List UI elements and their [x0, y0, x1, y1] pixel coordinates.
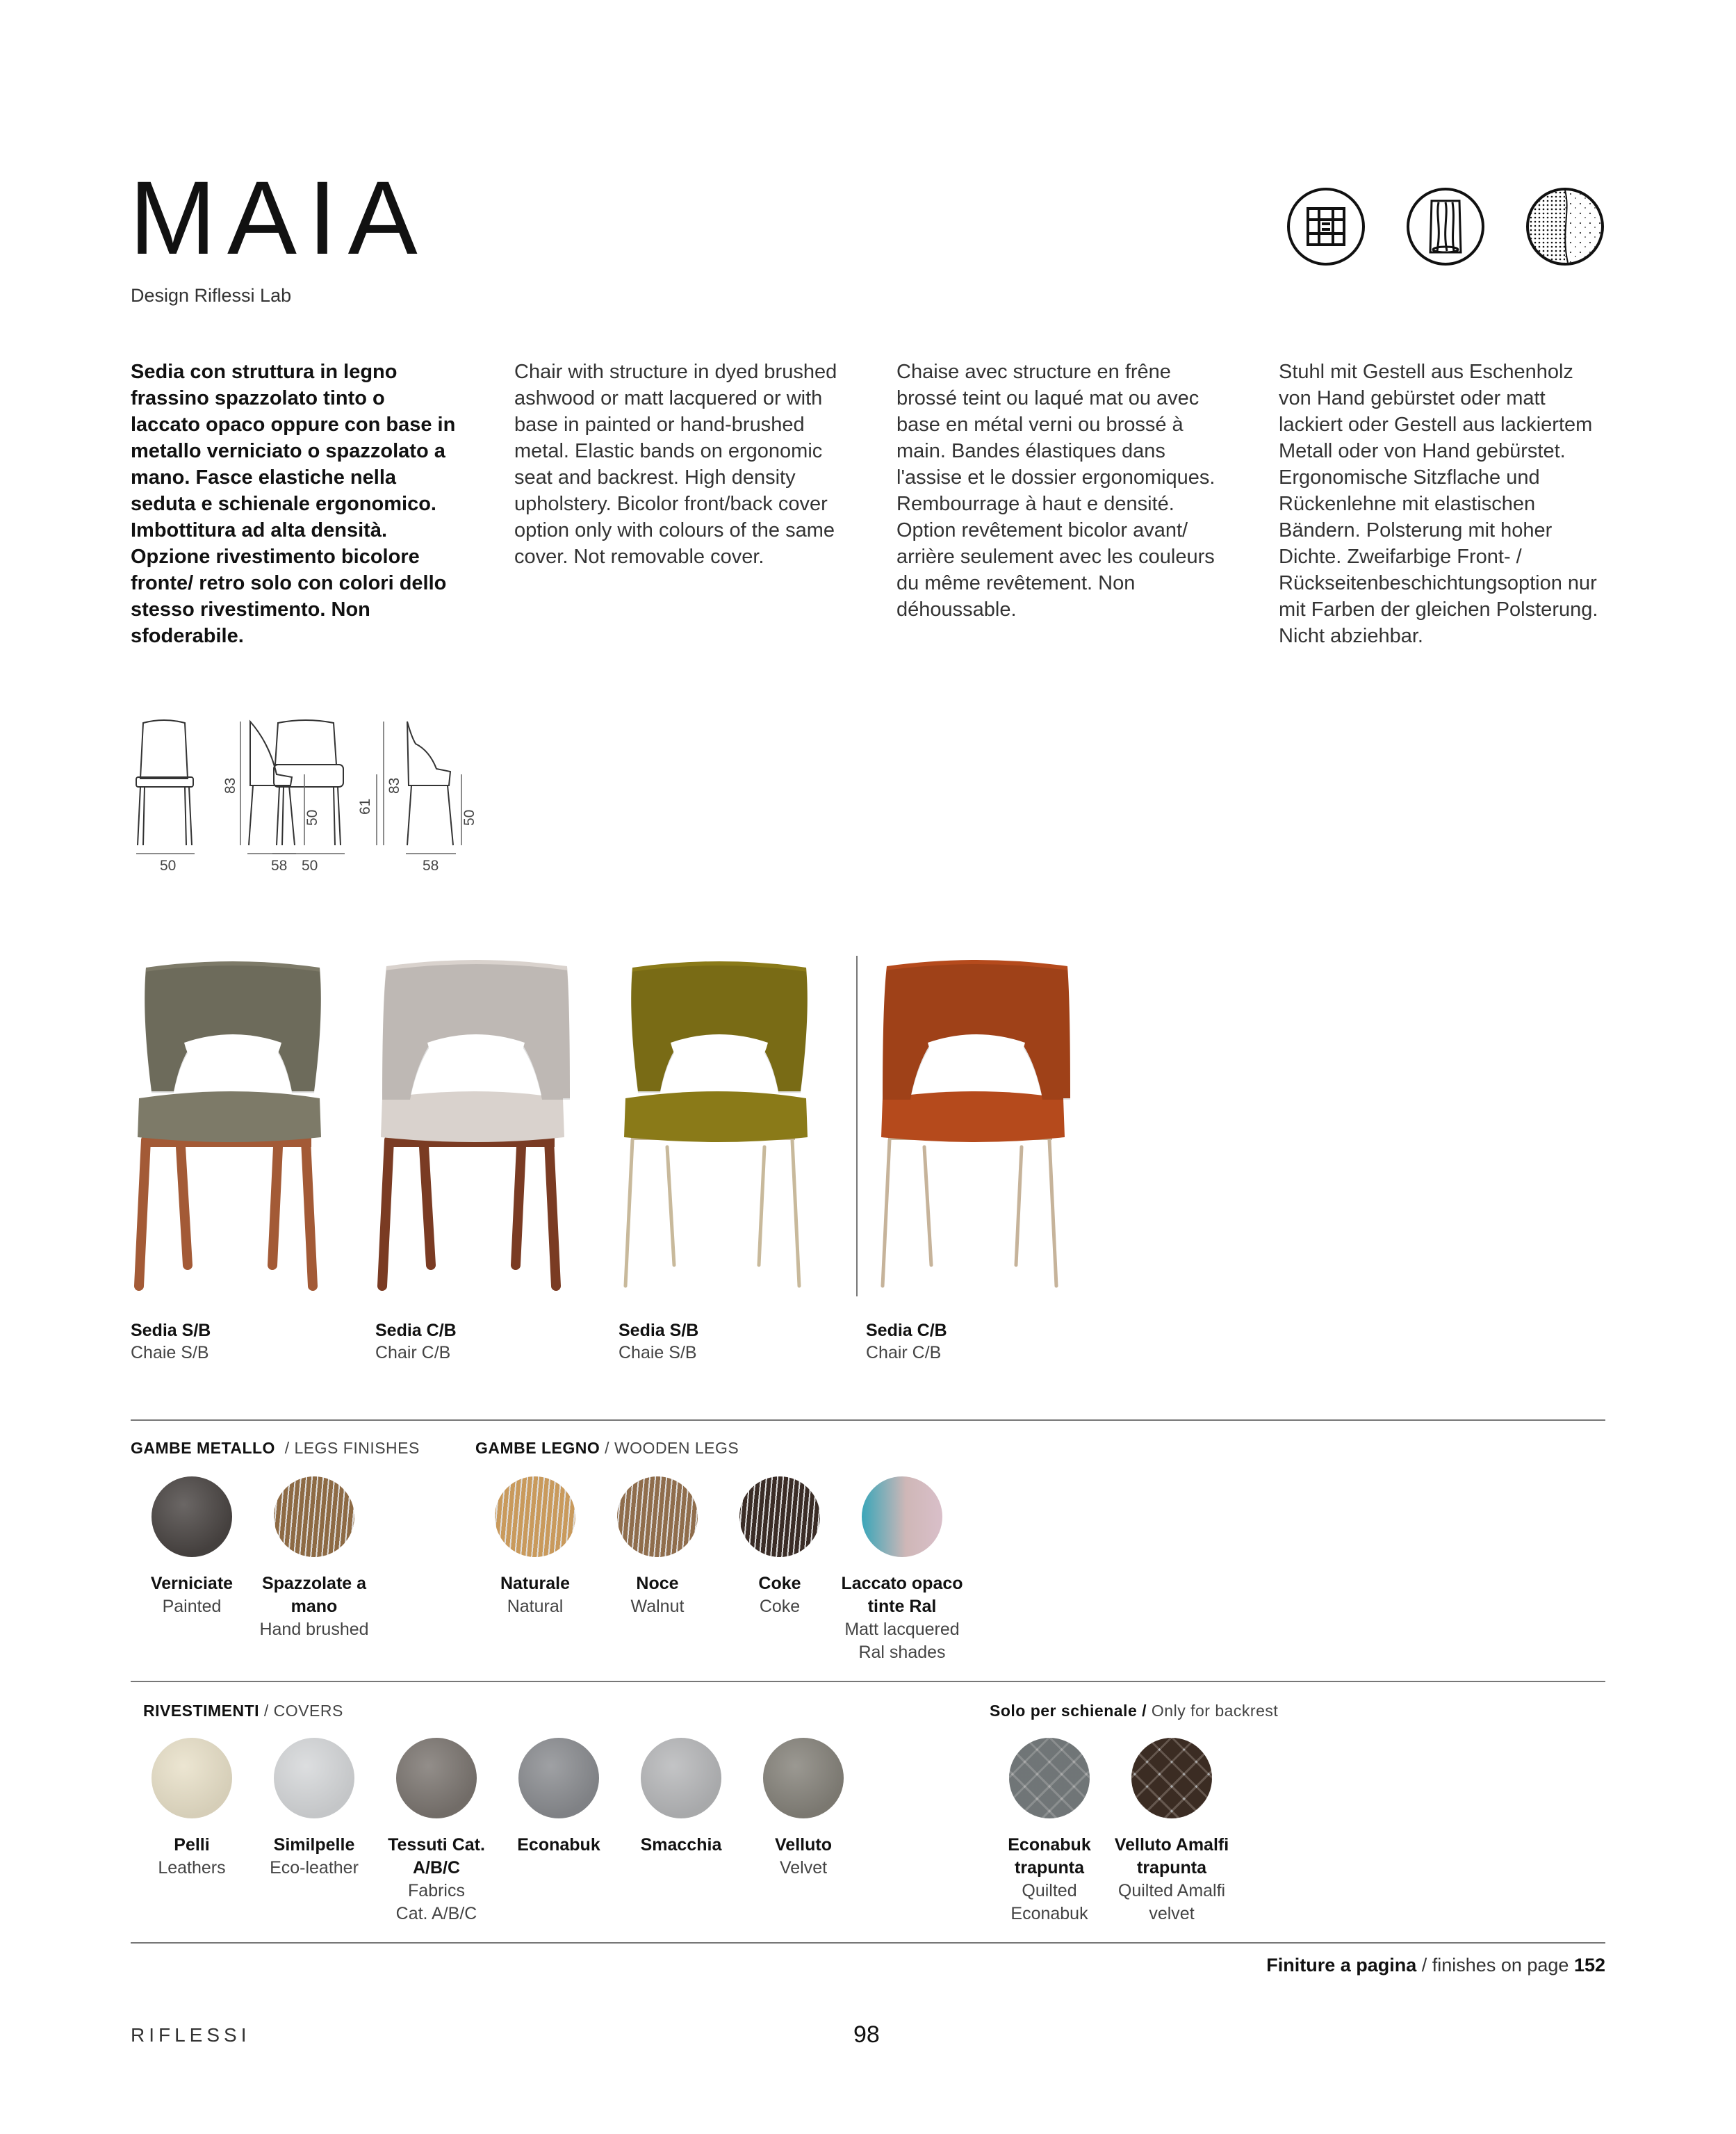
caption-4 [866, 1319, 947, 1364]
caption-sub: Chair C/B [866, 1343, 942, 1362]
woven-wood-icon [1287, 188, 1365, 266]
finish-translation: Ral shades [858, 1643, 946, 1662]
caption-name: Sedia C/B [866, 1321, 947, 1340]
chair-leg [139, 1140, 146, 1286]
caption-3 [619, 1319, 698, 1364]
finish-name: Similpelle [273, 1835, 355, 1855]
metal-finish-1-label [122, 1572, 261, 1618]
wood-finish-4-swatch [862, 1476, 942, 1557]
caption-2 [375, 1319, 457, 1364]
caption-name: Sedia C/B [375, 1321, 457, 1340]
chair-backrest-shade [145, 966, 321, 1093]
cover-5-swatch [641, 1738, 721, 1818]
finish-name: Velluto [775, 1835, 832, 1855]
chair-backrest-shade [883, 964, 1070, 1100]
finish-name: Econabuk trapunta [1008, 1835, 1091, 1878]
chair-cb-front-drawing [274, 720, 343, 845]
feature-icons [1287, 188, 1604, 266]
chair-leg [924, 1147, 931, 1265]
caption-sub: Chaie S/B [131, 1343, 209, 1362]
finish-name: Pelli [174, 1835, 210, 1855]
wood-finish-4-label [833, 1572, 972, 1664]
cover-4-label [489, 1834, 628, 1857]
backrest-cover-2-swatch [1131, 1738, 1212, 1818]
cover-6-label [734, 1834, 873, 1880]
chair-leg [424, 1147, 431, 1265]
chair-back-opening [184, 1034, 281, 1064]
metal-finish-1-swatch [152, 1476, 232, 1557]
chair-leg [792, 1140, 799, 1286]
backrest-cover-1-label [980, 1834, 1119, 1925]
caption-1 [131, 1319, 211, 1364]
cover-1-swatch [152, 1738, 232, 1818]
dim-cb-height: 83 [386, 777, 402, 794]
chair-seat [138, 1091, 321, 1142]
caption-name: Sedia S/B [131, 1321, 211, 1340]
cover-1-label [122, 1834, 261, 1880]
finish-translation: Hand brushed [259, 1620, 369, 1639]
chair-back-opening [928, 1034, 1025, 1064]
divider-footer [131, 1942, 1605, 1944]
finish-translation: Walnut [630, 1597, 685, 1616]
chair-back-opening [671, 1034, 768, 1064]
description-italian: Sedia con struttura in legno frassino spazzolato tinto o laccato opaco oppure con base in metallo verniciato o spazzolato a mano. Fasce elastiche nella seduta e schienale ergonomico. Imbottitura ad alta densità. Opzione rivestimento bicolore fronte/ retro solo con colori dello stesso rivestimento. Non sfoderabile. [131, 361, 456, 647]
chair-back-opening [427, 1034, 525, 1064]
wood-finish-1-label [466, 1572, 605, 1618]
wood-finish-2-swatch [617, 1476, 698, 1557]
finish-name: Coke [758, 1574, 801, 1593]
cover-5-label [612, 1834, 751, 1857]
wood-finish-1-swatch [495, 1476, 575, 1557]
dim-sb-width: 50 [160, 858, 177, 874]
chair-photo-4 [862, 959, 1091, 1293]
backrest-title: Solo per schienale / Only for backrest [990, 1702, 1279, 1720]
wood-finish-3-swatch [739, 1476, 820, 1557]
product-title: MAIA [129, 159, 429, 276]
dim-cb-seat-height: 50 [461, 809, 477, 826]
cover-3-label [367, 1834, 506, 1925]
chair-seat [624, 1091, 808, 1142]
metal-finish-2-label [245, 1572, 384, 1641]
divider-covers [131, 1681, 1605, 1682]
finish-name: Laccato opaco tinte Ral [841, 1574, 963, 1616]
finish-translation: Eco-leather [270, 1858, 359, 1878]
chair-leg [759, 1147, 764, 1265]
finish-name: Econabuk [517, 1835, 600, 1855]
finish-translation: Coke [759, 1597, 801, 1616]
chair-leg [181, 1147, 188, 1265]
dim-sb-seat-height: 50 [304, 809, 320, 826]
chair-leg [667, 1147, 674, 1265]
chair-sb-side-drawing [249, 722, 295, 845]
finish-name: Velluto Amalfi trapunta [1114, 1835, 1229, 1878]
cover-6-swatch [763, 1738, 844, 1818]
finish-translation: Matt lacquered [844, 1620, 960, 1639]
chair-photo-2 [361, 959, 591, 1293]
divider-legs [131, 1419, 1605, 1421]
chair-leg [1016, 1147, 1022, 1265]
chair-cb-side-drawing [407, 722, 453, 845]
finish-name: Smacchia [640, 1835, 722, 1855]
chair-leg [516, 1147, 521, 1265]
chair-backrest-shade [631, 966, 808, 1093]
wood-grain-icon [1407, 188, 1484, 266]
metal-finish-2-swatch [274, 1476, 354, 1557]
finish-translation: Leathers [158, 1858, 226, 1878]
chair-sb-front-drawing [136, 720, 193, 845]
description-german: Stuhl mit Gestell aus Eschenholz von Hand gebürstet oder matt lackiert oder Gestell aus lackiertem Metall oder von Hand gebürstet. Ergonomische Sitzflache und Rückenlehne mit elastischen Bändern. Polsterung mit hoher Dichte. Zweifarbige Front- / Rückseitenbeschichtungsoption nur mit Farben der gleichen Polsterung. Nicht abziehbar. [1279, 361, 1598, 647]
wood-finish-3-label [710, 1572, 849, 1618]
finish-translation: Fabrics [408, 1881, 465, 1900]
caption-name: Sedia S/B [619, 1321, 699, 1340]
finish-translation: Painted [162, 1597, 222, 1616]
finish-translation: Cat. A/B/C [395, 1904, 477, 1923]
finishes-page-note: Finiture a pagina / finishes on page 152 [1266, 1955, 1605, 1976]
brand-name: RIFLESSI [131, 2024, 251, 2046]
cover-2-swatch [274, 1738, 354, 1818]
legs-wood-title: GAMBE LEGNO / WOODEN LEGS [475, 1439, 739, 1457]
chair-leg [549, 1140, 556, 1286]
chair-leg [306, 1140, 313, 1286]
dim-cb-arm-height: 61 [357, 798, 373, 815]
finish-name: Tessuti Cat. A/B/C [388, 1835, 485, 1878]
backrest-cover-2-label [1102, 1834, 1241, 1925]
backrest-cover-1-swatch [1009, 1738, 1090, 1818]
dim-sb-height: 83 [222, 777, 238, 794]
finish-name: Spazzolate a mano [261, 1574, 367, 1616]
chair-leg [1049, 1140, 1056, 1286]
dim-sb-depth: 58 [271, 858, 288, 874]
finish-name: Naturale [500, 1574, 571, 1593]
dim-cb-depth: 58 [423, 858, 439, 874]
legs-metal-title: GAMBE METALLO / LEGS FINISHES [131, 1439, 420, 1457]
caption-sub: Chair C/B [375, 1343, 451, 1362]
finish-translation: velvet [1149, 1904, 1195, 1923]
chair-photo-1 [118, 959, 347, 1293]
chair-backrest-shade [382, 964, 570, 1100]
vertical-divider [856, 956, 858, 1296]
covers-title: RIVESTIMENTI / COVERS [143, 1702, 343, 1720]
chair-leg [272, 1147, 278, 1265]
wood-finish-2-label [588, 1572, 727, 1618]
dim-cb-width: 50 [302, 858, 318, 874]
chair-leg [883, 1140, 890, 1286]
designer-credit: Design Riflessi Lab [131, 285, 292, 306]
chair-leg [382, 1140, 389, 1286]
cover-2-label [245, 1834, 384, 1880]
cover-4-swatch [518, 1738, 599, 1818]
page-number: 98 [853, 2021, 880, 2048]
description-english: Chair with structure in dyed brushed ashwood or matt lacquered or with base in painted or hand-brushed metal. Elastic bands on ergonomic seat and backrest. High density upholstery. Bicolor front/back cover option only with colours of the same cover. Not removable cover. [514, 361, 837, 568]
upholstery-texture-icon [1526, 188, 1604, 266]
finish-translation: Quilted [1022, 1881, 1077, 1900]
dimension-drawings [131, 716, 659, 883]
finish-translation: Natural [507, 1597, 564, 1616]
finish-name: Noce [636, 1574, 679, 1593]
finish-translation: Velvet [779, 1858, 828, 1878]
cover-3-swatch [396, 1738, 477, 1818]
chair-photo-3 [605, 959, 834, 1293]
chair-leg [625, 1140, 632, 1286]
description-french: Chaise avec structure en frêne brossé teint ou laqué mat ou avec base en métal verni ou brossé à main. Bandes élastiques dans l'assise et le dossier ergonomiques. Rembourrage à haut e densité. Option revêtement bicolor avant/ arrière seulement avec les couleurs du même revêtement. Non déhoussable. [896, 361, 1215, 621]
finish-name: Verniciate [150, 1574, 234, 1593]
caption-sub: Chaie S/B [619, 1343, 697, 1362]
finish-translation: Econabuk [1010, 1904, 1088, 1923]
finish-translation: Quilted Amalfi [1117, 1881, 1226, 1900]
